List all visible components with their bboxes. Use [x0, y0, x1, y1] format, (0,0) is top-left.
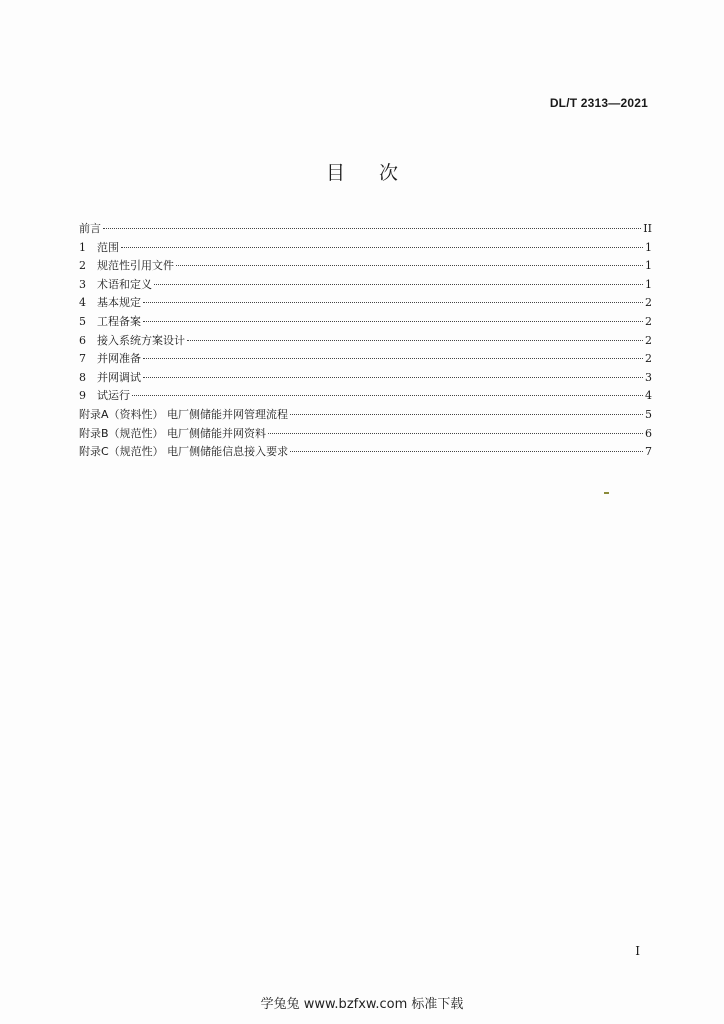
toc-entry[interactable]: [79, 313, 652, 332]
toc-entry-page: 7: [645, 445, 652, 459]
toc-entry[interactable]: [79, 425, 652, 444]
toc-entry-page: 2: [645, 333, 652, 347]
toc-entry-label: 并网准备: [97, 352, 141, 366]
toc-entry-number: 3: [79, 277, 86, 291]
toc-entry[interactable]: [79, 220, 652, 239]
toc-entry-page: 2: [645, 296, 652, 310]
toc-entry-number: 4: [79, 296, 86, 310]
toc-entry-page: 2: [645, 352, 652, 366]
toc-entry-page: II: [643, 222, 652, 235]
toc-entry-label: 接入系统方案设计: [97, 333, 185, 347]
toc-entry-label: 试运行: [97, 389, 130, 403]
toc-entry-page: 1: [645, 240, 652, 254]
toc-entry-label: 附录B（规范性） 电厂侧储能并网资料: [79, 426, 267, 440]
toc-entry-number: 6: [79, 333, 86, 347]
toc-dot-leader: [143, 302, 643, 303]
toc-entry-page: 2: [645, 314, 652, 328]
toc-entry[interactable]: [79, 443, 652, 462]
toc-entry-number: 1: [79, 240, 86, 254]
toc-entry[interactable]: [79, 332, 652, 351]
toc-entry-page: 4: [645, 389, 652, 403]
toc-dot-leader: [154, 284, 643, 285]
toc-dot-leader: [132, 395, 643, 396]
toc-entry[interactable]: [79, 276, 652, 295]
toc-dot-leader: [121, 247, 643, 248]
toc-entry[interactable]: [79, 387, 652, 406]
toc-dot-leader: [103, 228, 641, 229]
toc-dot-leader: [290, 451, 643, 452]
toc-entry-label: 术语和定义: [97, 277, 152, 291]
toc-entry-page: 6: [645, 426, 652, 440]
toc-entry-label: 附录A（资料性） 电厂侧储能并网管理流程: [79, 407, 289, 421]
toc-entry-page: 1: [645, 259, 652, 273]
toc-entry[interactable]: [79, 239, 652, 258]
toc-entry-page: 1: [645, 277, 652, 291]
toc-entry[interactable]: [79, 294, 652, 313]
toc-dot-leader: [187, 340, 643, 341]
toc-entry-number: 2: [79, 259, 86, 273]
toc-entry-label: 基本规定: [97, 296, 141, 310]
document-code: DL/T 2313—2021: [549, 96, 648, 110]
toc-dot-leader: [176, 265, 643, 266]
toc-entry[interactable]: [79, 369, 652, 388]
toc-entry-label: 附录C（规范性） 电厂侧储能信息接入要求: [79, 445, 289, 459]
toc-entry-label: 并网调试: [97, 370, 141, 384]
toc-entry-page: 5: [645, 407, 652, 421]
table-of-contents: [79, 220, 652, 462]
toc-entry-label: 范围: [97, 240, 119, 254]
toc-title: 目次: [325, 162, 432, 184]
toc-dot-leader: [290, 414, 643, 415]
footer-watermark: 学兔兔 www.bzfxw.com 标准下载: [260, 997, 464, 1012]
scan-mark: [604, 492, 609, 494]
page-number: I: [635, 944, 640, 958]
toc-dot-leader: [268, 433, 643, 434]
toc-entry-number: 9: [79, 389, 86, 403]
toc-entry[interactable]: [79, 406, 652, 425]
toc-entry[interactable]: [79, 257, 652, 276]
toc-entry-page: 3: [645, 370, 652, 384]
toc-dot-leader: [143, 358, 643, 359]
toc-dot-leader: [143, 377, 643, 378]
toc-entry-label: 规范性引用文件: [97, 259, 174, 273]
toc-entry-label: 前言: [79, 222, 101, 235]
toc-entry-label: 工程备案: [97, 314, 141, 328]
toc-entry[interactable]: [79, 350, 652, 369]
toc-entry-number: 5: [79, 314, 86, 328]
toc-entry-number: 8: [79, 370, 86, 384]
toc-entry-number: 7: [79, 352, 86, 366]
toc-dot-leader: [143, 321, 643, 322]
